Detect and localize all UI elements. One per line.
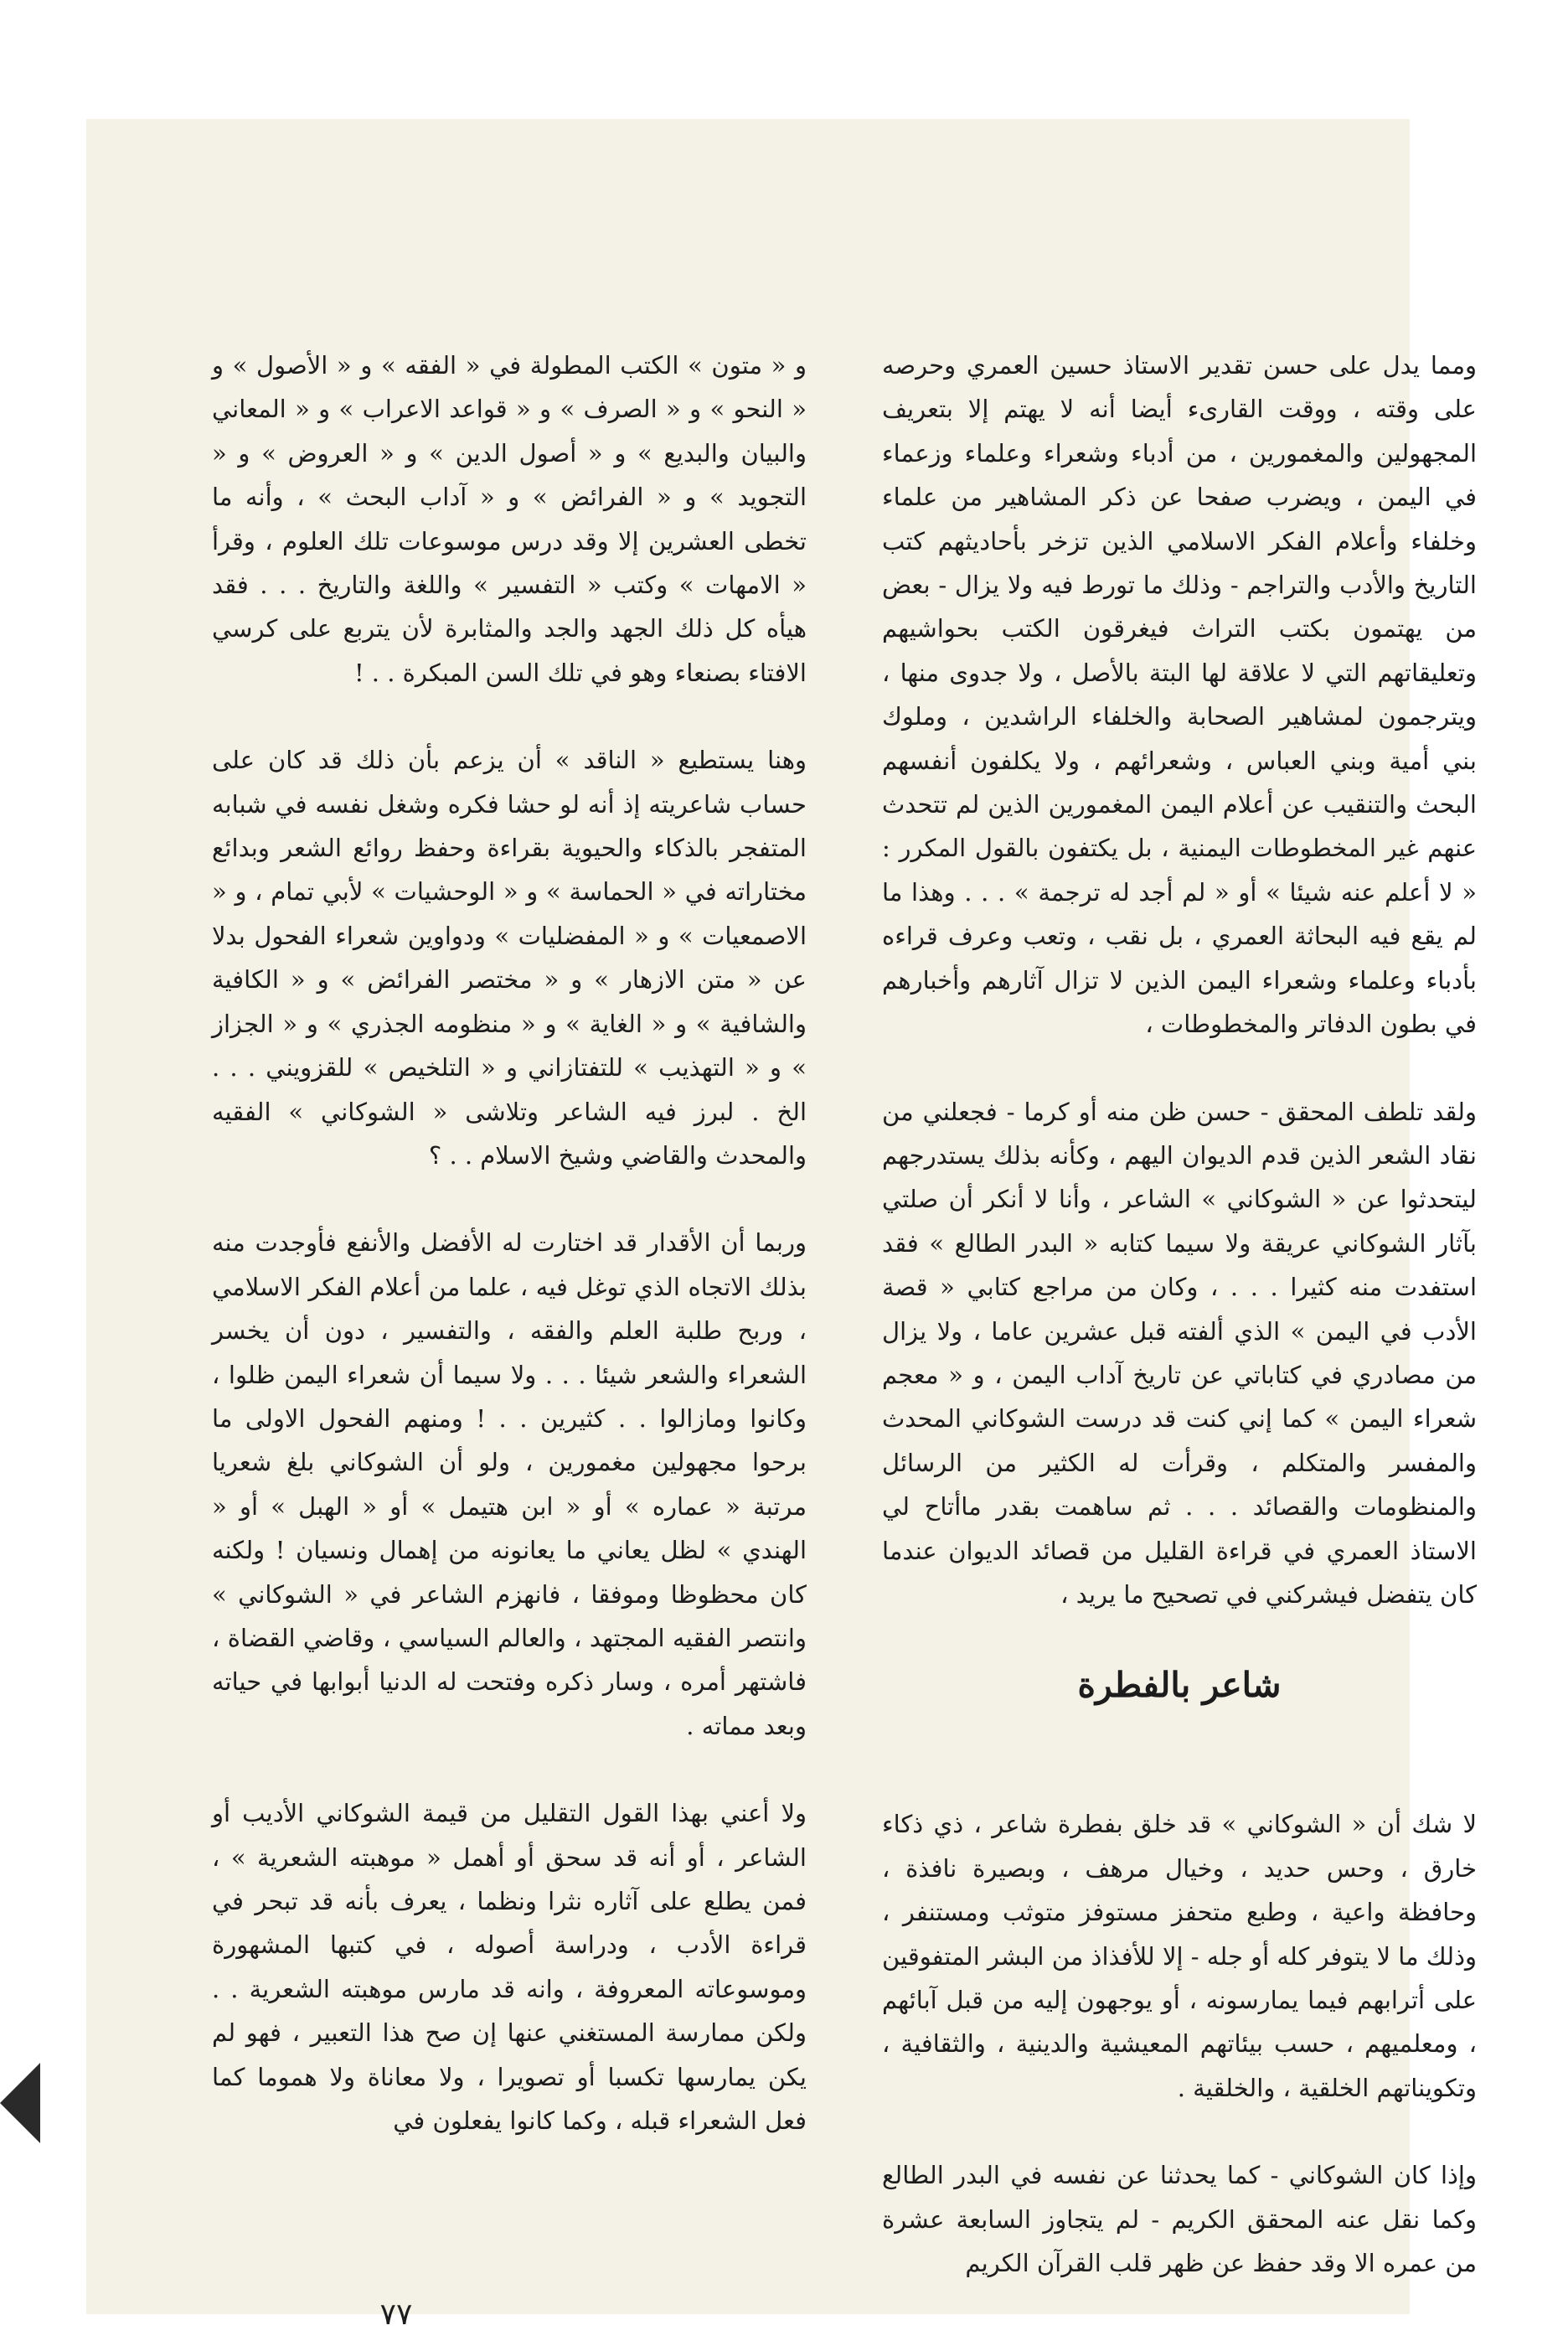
section-heading: شاعر بالفطرة <box>1077 1665 1282 1706</box>
paragraph: ولا أعني بهذا القول التقليل من قيمة الشوكاني الأديب أو الشاعر ، أو أنه قد سحق أو أهمل « موهبته الشعرية » ، فمن يطلع على آثاره نثرا ونظما ، يعرف بأنه قد تبحر في قراءة الأدب ، ودراسة أصوله ، في كتبها المشهورة وموسوعاته المعروفة ، وانه قد مارس موهبته الشعرية . . ولكن ممارسة المستغني عنها إن صح هذا التعبير ، فهو لم يكن يمارسها تكسبا أو تصويرا ، ولا معاناة ولا هموما كما فعل الشعراء قبله ، وكما كانوا يفعلون في <box>212 1799 807 2136</box>
right-text-column <box>882 344 1477 2328</box>
paragraph: وهنا يستطيع « الناقد » أن يزعم بأن ذلك قد كان على حساب شاعريته إذ أنه لو حشا فكره وشغل نفسه في شبابه المتفجر بالذكاء والحيوية بقراءة وحفظ روائع الشعر وبدائع مختاراته في « الحماسة » و « الوحشيات » لأبي تمام ، و « الاصمعيات » و « المفضليات » ودواوين شعراء الفحول بدلا عن « متن الازهار » و « مختصر الفرائض » و « الكافية والشافية » و « الغاية » و « منظومه الجذري » و « الجزاز » و « التهذيب » للتفتازاني و « التلخيص » للقزويني . . . الخ . لبرز فيه الشاعر وتلاشى « الشوكاني » الفقيه والمحدث والقاضي وشيخ الاسلام . . ؟ <box>212 746 807 1170</box>
left-text-column <box>212 344 807 2186</box>
previous-page-arrow-icon[interactable] <box>0 2063 40 2143</box>
paragraph: وإذا كان الشوكاني - كما يحدثنا عن نفسه في البدر الطالع وكما نقل عنه المحقق الكريم - لم يتجاوز السابعة عشرة من عمره الا وقد حفظ عن ظهر قلب القرآن الكريم <box>882 2161 1477 2278</box>
magazine-page <box>86 119 1477 2332</box>
paragraph: لا شك أن « الشوكاني » قد خلق بفطرة شاعر ، ذي ذكاء خارق ، وحس حديد ، وخيال مرهف ، وبصيرة نافذة ، وحافظة واعية ، وطبع متحفز مستوفز متوثب ومستنفر ، وذلك ما لا يتوفر كله أو جله - إلا للأفذاذ من البشر المتفوقين على أترابهم فيما يمارسونه ، أو يوجهون إليه من قبل آبائهم ، ومعلميهم ، حسب بيئاتهم المعيشية والدينية ، والثقافية ، وتكويناتهم الخلقية ، والخلقية . <box>882 1810 1477 2102</box>
paragraph: ومما يدل على حسن تقدير الاستاذ حسين العمري وحرصه على وقته ، ووقت القارىء أيضا أنه لا يهتم إلا بتعريف المجهولين والمغمورين ، من أدباء وشعراء وعلماء وزعماء في اليمن ، ويضرب صفحا عن ذكر المشاهير من علماء وخلفاء وأعلام الفكر الاسلامي الذين تزخر بأحاديثهم كتب التاريخ والأدب والتراجم - وذلك ما تورط فيه ولا يزال - بعض من يهتمون بكتب التراث فيغرقون الكتب بحواشيهم وتعليقاتهم التي لا علاقة لها البتة بالأصل ، ولا جدوى منها ، ويترجمون لمشاهير الصحابة والخلفاء الراشدين ، وملوك بني أمية وبني العباس ، وشعرائهم ، ولا يكلفون أنفسهم البحث والتنقيب عن أعلام اليمن المغمورين الذين لم تتحدث عنهم غير المخطوطات اليمنية ، بل يكتفون بالقول المكرر : « لا أعلم عنه شيئا » أو « لم أجد له ترجمة » . . . وهذا ما لم يقع فيه البحاثة العمري ، بل نقب ، وتعب وعرف قراءه بأدباء وعلماء وشعراء اليمن الذين لا تزال آثارهم وأخبارهم في بطون الدفاتر والمخطوطات ، <box>882 351 1477 1039</box>
paragraph: و « متون » الكتب المطولة في « الفقه » و « الأصول » و « النحو » و « الصرف » و « قواعد الاعراب » و « المعاني والبيان والبديع » و « أصول الدين » و « العروض » و « التجويد » و « الفرائض » و « آداب البحث » ، وأنه ما تخطى العشرين إلا وقد درس موسوعات تلك العلوم ، وقرأ « الامهات » وكتب « التفسير » واللغة والتاريخ . . . فقد هيأه كل ذلك الجهد والجد والمثابرة لأن يتربع على كرسي الافتاء بصنعاء وهو في تلك السن المبكرة . . ! <box>212 351 807 687</box>
paragraph: وربما أن الأقدار قد اختارت له الأفضل والأنفع فأوجدت منه بذلك الاتجاه الذي توغل فيه ، علما من أعلام الفكر الاسلامي ، وربح طلبة العلم والفقه ، والتفسير ، دون أن يخسر الشعراء والشعر شيئا . . . ولا سيما أن شعراء اليمن ظلوا ، وكانوا ومازالوا . . كثيرين . . ! ومنهم الفحول الاولى ما برحوا مجهولين مغمورين ، ولو أن الشوكاني بلغ شعريا مرتبة « عماره » أو « ابن هتيمل » أو « الهبل » أو « الهندي » لظل يعاني ما يعانونه من إهمال ونسيان ! ولكنه كان محظوظا وموفقا ، فانهزم الشاعر في « الشوكاني » وانتصر الفقيه المجتهد ، والعالم السياسي ، وقاضي القضاة ، فاشتهر أمره ، وسار ذكره وفتحت له الدنيا أبوابها في حياته وبعد مماته . <box>212 1228 807 1740</box>
paragraph: ولقد تلطف المحقق - حسن ظن منه أو كرما - فجعلني من نقاد الشعر الذين قدم الديوان اليهم ، وكأنه بذلك يستدرجهم ليتحدثوا عن « الشوكاني » الشاعر ، وأنا لا أنكر أن صلتي بآثار الشوكاني عريقة ولا سيما كتابه « البدر الطالع » فقد استفدت منه كثيرا . . . ، وكان من مراجع كتابي « قصة الأدب في اليمن » الذي ألفته قبل عشرين عاما ، ولا يزال من مصادري في كتاباتي عن تاريخ آداب اليمن ، و « معجم شعراء اليمن » كما إني كنت قد درست الشوكاني المحدث والمفسر والمتكلم ، وقرأت له الكثير من الرسائل والمنظومات والقصائد . . . ثم ساهمت بقدر ماأتاح لي الاستاذ العمري في قراءة القليل من قصائد الديوان عندما كان يتفضل فيشركني في تصحيح ما يريد ، <box>882 1097 1477 1609</box>
page-number: ٧٧ <box>379 2297 413 2332</box>
